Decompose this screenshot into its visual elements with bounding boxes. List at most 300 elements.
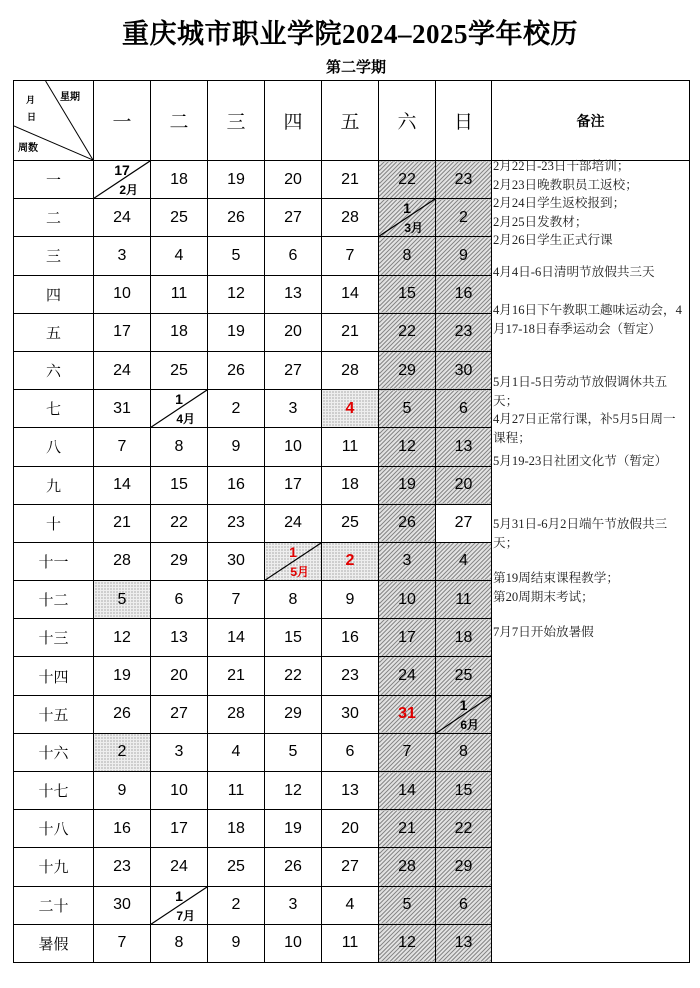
date-number: 8	[459, 743, 468, 761]
week-number-cell: 七	[14, 390, 94, 428]
date-cell	[94, 504, 151, 542]
date-cell	[208, 390, 265, 428]
date-number: 10	[284, 437, 302, 455]
date-number: 19	[227, 170, 245, 188]
date-number: 19	[398, 476, 416, 494]
note-line: 2月23日晚教职员工返校；	[493, 177, 638, 192]
note-line: 2月22日-23日干部培训；	[493, 159, 630, 173]
date-cell	[208, 313, 265, 351]
date-number: 3	[117, 246, 127, 264]
date-cell	[265, 275, 322, 313]
date-cell	[436, 199, 492, 237]
date-number: 21	[227, 667, 245, 685]
note-line: 第19周结束课程教学；	[493, 571, 619, 585]
header-row	[14, 81, 690, 161]
date-cell	[436, 810, 492, 848]
date-number: 11	[455, 590, 472, 608]
date-cell	[265, 351, 322, 389]
date-cell	[94, 772, 151, 810]
date-number: 13	[284, 285, 302, 303]
date-number: 4	[345, 399, 355, 417]
date-number: 7	[117, 437, 127, 455]
date-cell	[379, 390, 436, 428]
date-number: 19	[284, 819, 302, 837]
date-cell	[265, 199, 322, 237]
week-number-cell: 三	[14, 237, 94, 275]
corner-header	[14, 81, 94, 161]
date-cell	[436, 619, 492, 657]
corner-day-label: 日	[27, 112, 37, 122]
date-cell	[208, 542, 265, 580]
date-number: 30	[454, 361, 473, 379]
date-cell	[322, 695, 379, 733]
date-cell	[379, 504, 436, 542]
date-cell	[322, 161, 379, 199]
date-cell	[208, 504, 265, 542]
date-number: 24	[284, 514, 302, 532]
date-cell	[379, 428, 436, 466]
date-cell	[322, 772, 379, 810]
date-number: 31	[398, 705, 416, 723]
week-number-cell: 暑假	[14, 924, 94, 962]
date-number: 29	[284, 705, 302, 723]
date-number: 12	[398, 437, 416, 455]
date-cell	[265, 657, 322, 695]
date-number: 2	[459, 208, 468, 226]
date-cell	[322, 504, 379, 542]
week-number-cell: 五	[14, 313, 94, 351]
date-cell	[94, 581, 151, 619]
date-cell	[322, 313, 379, 351]
date-number: 12	[227, 285, 245, 303]
date-number: 4	[174, 246, 184, 264]
date-cell	[322, 924, 379, 962]
date-number: 22	[284, 667, 302, 685]
date-cell	[322, 351, 379, 389]
date-number: 2	[231, 896, 241, 914]
date-cell	[151, 199, 208, 237]
date-cell	[208, 657, 265, 695]
date-cell	[151, 657, 208, 695]
date-cell	[94, 542, 151, 580]
note-line: 第20周期末考试；	[493, 589, 594, 604]
date-cell	[436, 542, 492, 580]
date-cell	[151, 466, 208, 504]
notes-header: 备注	[492, 81, 690, 161]
semester-subtitle: 第二学期	[325, 60, 386, 76]
date-cell	[265, 504, 322, 542]
date-number: 2	[345, 552, 355, 570]
date-cell	[151, 772, 208, 810]
date-cell	[436, 886, 492, 924]
date-number: 24	[170, 857, 188, 875]
week-number-cell: 二	[14, 199, 94, 237]
date-cell	[265, 313, 322, 351]
date-cell	[94, 886, 151, 924]
date-cell	[436, 466, 492, 504]
date-number: 8	[288, 590, 298, 608]
date-cell	[265, 848, 322, 886]
date-number: 18	[454, 628, 473, 646]
date-cell	[208, 161, 265, 199]
date-number: 13	[170, 628, 188, 646]
date-number: 9	[231, 437, 241, 455]
date-number: 13	[454, 934, 473, 952]
month-label: 7月	[176, 908, 195, 923]
week-number-cell: 四	[14, 275, 94, 313]
date-number: 26	[227, 208, 245, 226]
month-label: 2月	[119, 183, 138, 198]
date-number: 14	[227, 628, 245, 646]
date-number: 6	[459, 896, 468, 914]
date-cell	[151, 275, 208, 313]
note-block	[493, 569, 685, 606]
date-number: 9	[459, 246, 468, 264]
date-number: 21	[398, 819, 416, 837]
date-cell	[208, 772, 265, 810]
date-cell	[208, 581, 265, 619]
month-label: 3月	[404, 221, 423, 236]
date-number: 14	[341, 285, 359, 303]
date-cell	[265, 733, 322, 771]
date-number: 12	[113, 628, 131, 646]
date-number: 15	[284, 628, 302, 646]
date-number: 4	[345, 896, 355, 914]
date-number: 22	[170, 514, 188, 532]
date-cell	[151, 695, 208, 733]
date-number: 26	[227, 361, 245, 379]
note-line: 5月31日-6月2日端午节放假共三天；	[493, 517, 668, 550]
date-cell	[379, 657, 436, 695]
date-number: 8	[174, 934, 184, 952]
date-number: 15	[454, 781, 473, 799]
date-number: 23	[454, 323, 473, 341]
date-cell	[151, 924, 208, 962]
date-number: 15	[170, 476, 188, 494]
date-cell	[94, 810, 151, 848]
date-number: 7	[402, 743, 412, 761]
date-number: 4	[231, 743, 241, 761]
date-cell	[94, 237, 151, 275]
date-cell	[208, 848, 265, 886]
date-cell	[94, 924, 151, 962]
date-number: 21	[113, 514, 131, 532]
date-number: 7	[231, 590, 241, 608]
date-number: 23	[227, 514, 245, 532]
date-number: 22	[398, 170, 416, 188]
date-cell	[379, 733, 436, 771]
date-number: 19	[227, 323, 245, 341]
date-number: 18	[341, 476, 359, 494]
date-cell	[379, 810, 436, 848]
date-cell	[436, 772, 492, 810]
date-cell	[151, 313, 208, 351]
date-number: 28	[341, 361, 359, 379]
date-cell	[436, 390, 492, 428]
date-number: 6	[288, 246, 298, 264]
date-number: 26	[284, 857, 302, 875]
date-number: 20	[284, 170, 302, 188]
date-cell	[151, 848, 208, 886]
date-number: 1	[459, 696, 468, 713]
date-number: 12	[398, 934, 416, 952]
date-number: 20	[284, 323, 302, 341]
month-start-cell	[151, 390, 208, 428]
date-cell	[436, 275, 492, 313]
note-line: 2月26日学生正式行课	[493, 233, 613, 248]
date-number: 6	[345, 743, 355, 761]
note-line: 5月1日-5日劳动节放假调休共五天；	[493, 375, 668, 408]
date-cell	[265, 581, 322, 619]
date-number: 3	[288, 399, 298, 417]
week-number-cell: 十四	[14, 657, 94, 695]
date-cell	[208, 733, 265, 771]
date-cell	[379, 275, 436, 313]
date-number: 3	[174, 743, 184, 761]
date-number: 23	[454, 170, 473, 188]
date-cell	[151, 504, 208, 542]
date-number: 21	[341, 323, 359, 341]
date-cell	[436, 504, 492, 542]
date-cell	[94, 848, 151, 886]
date-cell	[151, 237, 208, 275]
date-cell	[379, 237, 436, 275]
date-cell	[94, 695, 151, 733]
date-number: 18	[170, 170, 188, 188]
date-number: 29	[170, 552, 188, 570]
date-cell	[379, 466, 436, 504]
date-number: 10	[113, 285, 131, 303]
date-number: 17	[284, 476, 302, 494]
date-cell	[322, 275, 379, 313]
week-number-cell: 二十	[14, 886, 94, 924]
date-cell	[208, 810, 265, 848]
day-header-sat: 六	[379, 81, 436, 161]
date-number: 8	[174, 437, 184, 455]
week-number-cell: 六	[14, 351, 94, 389]
date-number: 27	[341, 857, 359, 875]
date-number: 14	[398, 781, 416, 799]
date-number: 26	[113, 705, 131, 723]
date-cell	[151, 733, 208, 771]
date-cell	[151, 542, 208, 580]
date-cell	[151, 428, 208, 466]
date-number: 27	[170, 705, 188, 723]
date-number: 18	[227, 819, 245, 837]
date-cell	[208, 351, 265, 389]
date-number: 25	[227, 857, 245, 875]
date-number: 20	[341, 819, 359, 837]
week-number-cell: 十九	[14, 848, 94, 886]
month-start-cell	[151, 886, 208, 924]
date-number: 9	[345, 590, 355, 608]
corner-month-label: 月	[26, 95, 36, 105]
date-cell	[151, 619, 208, 657]
date-number: 16	[227, 476, 245, 494]
date-cell	[265, 695, 322, 733]
date-cell	[436, 733, 492, 771]
date-number: 23	[341, 667, 359, 685]
day-header-tue: 二	[151, 81, 208, 161]
date-number: 24	[113, 361, 131, 379]
date-number: 5	[288, 743, 298, 761]
date-cell	[208, 695, 265, 733]
date-number: 11	[227, 781, 245, 799]
date-cell	[436, 313, 492, 351]
date-number: 5	[402, 896, 412, 914]
day-header-sun: 日	[436, 81, 492, 161]
week-number-cell: 十五	[14, 695, 94, 733]
date-cell	[265, 924, 322, 962]
date-cell	[208, 466, 265, 504]
date-cell	[379, 581, 436, 619]
date-number: 23	[113, 857, 131, 875]
date-number: 22	[454, 819, 473, 837]
date-number: 25	[170, 208, 188, 226]
date-number: 5	[231, 246, 241, 264]
date-cell	[94, 351, 151, 389]
date-number: 25	[454, 667, 473, 685]
date-number: 14	[113, 476, 131, 494]
date-cell	[379, 161, 436, 199]
note-block	[493, 623, 685, 642]
note-block	[493, 157, 685, 250]
week-number-cell: 十六	[14, 733, 94, 771]
date-number: 5	[402, 399, 412, 417]
date-cell	[436, 161, 492, 199]
date-number: 27	[454, 514, 473, 532]
date-cell	[94, 428, 151, 466]
date-number: 10	[398, 590, 416, 608]
note-block	[493, 452, 685, 471]
date-number: 20	[170, 667, 188, 685]
date-cell	[151, 161, 208, 199]
month-start-cell	[379, 199, 436, 237]
date-cell	[151, 351, 208, 389]
date-cell	[436, 924, 492, 962]
month-label: 5月	[290, 565, 309, 580]
date-cell	[322, 390, 379, 428]
date-cell	[322, 886, 379, 924]
date-cell	[436, 581, 492, 619]
date-cell	[265, 237, 322, 275]
date-number: 27	[284, 361, 302, 379]
date-number: 4	[459, 552, 468, 570]
date-number: 28	[398, 857, 416, 875]
date-number: 2	[117, 743, 127, 761]
date-number: 24	[398, 667, 416, 685]
week-number-cell: 十七	[14, 772, 94, 810]
note-block	[493, 301, 685, 338]
day-header-wed: 三	[208, 81, 265, 161]
date-number: 30	[227, 552, 245, 570]
date-cell	[94, 275, 151, 313]
date-cell	[94, 619, 151, 657]
note-line: 4月16日下午教职工趣味运动会，4月17-18日春季运动会（暂定）	[493, 303, 682, 336]
date-cell	[322, 848, 379, 886]
date-number: 31	[113, 399, 131, 417]
date-cell	[208, 199, 265, 237]
date-number: 22	[398, 323, 416, 341]
date-cell	[94, 733, 151, 771]
note-block	[493, 263, 685, 282]
date-number: 10	[284, 934, 302, 952]
date-cell	[208, 886, 265, 924]
date-cell	[208, 619, 265, 657]
date-cell	[265, 161, 322, 199]
date-cell	[151, 581, 208, 619]
corner-weekday-label: 星期	[60, 92, 80, 103]
date-number: 18	[170, 323, 188, 341]
date-cell	[379, 886, 436, 924]
date-cell	[265, 886, 322, 924]
date-cell	[322, 810, 379, 848]
date-number: 11	[341, 437, 359, 455]
month-label: 6月	[460, 717, 479, 732]
date-number: 19	[113, 667, 131, 685]
date-cell	[94, 313, 151, 351]
date-number: 17	[170, 819, 188, 837]
date-number: 21	[341, 170, 359, 188]
date-cell	[208, 428, 265, 466]
date-number: 1	[175, 391, 183, 408]
date-cell	[322, 657, 379, 695]
corner-week-number-label: 周数	[18, 143, 38, 154]
date-cell	[322, 733, 379, 771]
date-cell	[208, 275, 265, 313]
date-cell	[379, 924, 436, 962]
date-number: 13	[341, 781, 359, 799]
date-number: 16	[454, 285, 473, 303]
date-number: 30	[341, 705, 359, 723]
date-cell	[322, 428, 379, 466]
date-number: 3	[288, 896, 298, 914]
date-cell	[379, 619, 436, 657]
date-cell	[322, 581, 379, 619]
date-cell	[379, 695, 436, 733]
date-cell	[208, 924, 265, 962]
date-number: 10	[170, 781, 188, 799]
note-block	[493, 515, 685, 552]
date-number: 30	[113, 896, 131, 914]
week-number-cell: 九	[14, 466, 94, 504]
date-number: 1	[289, 543, 297, 560]
date-number: 24	[113, 208, 131, 226]
date-cell	[208, 237, 265, 275]
date-number: 6	[174, 590, 184, 608]
date-cell	[322, 619, 379, 657]
week-number-cell: 十八	[14, 810, 94, 848]
date-number: 17	[398, 628, 416, 646]
note-line: 4月27日正常行课，补5月5日周一课程；	[493, 412, 676, 445]
date-cell	[94, 657, 151, 695]
week-number-cell: 十三	[14, 619, 94, 657]
date-cell	[436, 657, 492, 695]
week-number-cell: 十二	[14, 581, 94, 619]
date-number: 28	[227, 705, 245, 723]
date-cell	[265, 428, 322, 466]
date-number: 29	[398, 361, 416, 379]
date-number: 11	[170, 285, 188, 303]
date-cell	[265, 619, 322, 657]
date-number: 3	[402, 552, 412, 570]
note-line: 4月4日-6日清明节放假共三天	[493, 265, 655, 279]
date-cell	[379, 313, 436, 351]
date-cell	[436, 237, 492, 275]
date-number: 28	[113, 552, 131, 570]
month-label: 4月	[176, 412, 195, 427]
day-header-thu: 四	[265, 81, 322, 161]
